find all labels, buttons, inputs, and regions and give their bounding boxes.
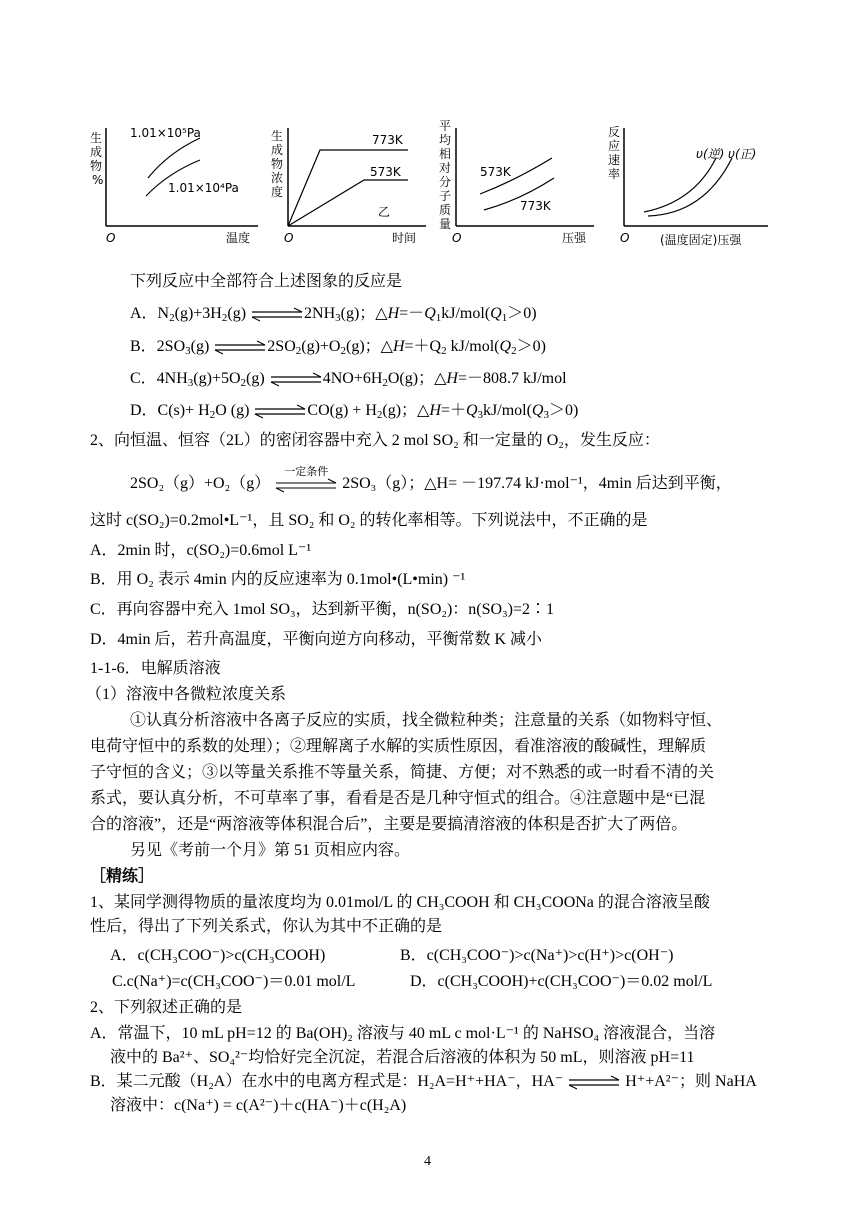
svg-text:浓: 浓 — [271, 171, 284, 185]
q1-option-a: A．$N_2(g)+3H_2(g)$ $2NH_3(g)$；$\triangle H=-Q_1kJ/mol(Q_1>0)$ — [130, 305, 537, 324]
practice-q1-option-d: D．c(CH₃COOH)+c(CH₃COO⁻)＝0.02 mol/L — [410, 973, 713, 990]
svg-text:子: 子 — [439, 189, 452, 203]
q1-option-d: D．$C(s)+ H_2O$ (g) $CO(g) + H_2(g)$；$\triangle H=+Q_3kJ/mol(Q_3>0)$ — [130, 402, 579, 421]
svg-text:O: O — [106, 231, 116, 245]
svg-text:(温度固定)压强: (温度固定)压强 — [660, 233, 742, 247]
svg-text:乙: 乙 — [378, 205, 391, 219]
svg-text:应: 应 — [608, 139, 621, 153]
equilibrium-arrow-icon — [250, 306, 304, 322]
svg-text:率: 率 — [608, 167, 621, 181]
svg-text:O: O — [452, 231, 462, 245]
svg-text:物: 物 — [90, 159, 103, 173]
svg-text:573K: 573K — [480, 165, 511, 179]
q1-stem: 下列反应中全部符合上述图象的反应是 — [130, 273, 403, 290]
practice-q1-line1: 1、某同学测得物质的量浓度均为 0.01mol/L 的 CH₃COOH 和 CH₃COONa 的混合溶液呈酸 — [90, 894, 710, 911]
svg-text:温度: 温度 — [226, 231, 251, 245]
svg-text:生: 生 — [271, 129, 284, 143]
section-para-line6: 另见《考前一个月》第 51 页相应内容。 — [130, 842, 411, 859]
equilibrium-arrow-icon — [567, 1074, 621, 1090]
practice-q2-option-b-line1: B．某二元酸（H₂A）在水中的电离方程式是：H₂A=H⁺+HA⁻，HA⁻ H⁺+A²⁻；则 NaHA — [90, 1073, 757, 1090]
practice-q2-option-b-line2: 溶液中：c(Na⁺) = c(A²⁻)＋c(HA⁻)＋c(H₂A) — [110, 1097, 407, 1114]
q2-option-d: D．4min 后，若升高温度，平衡向逆方向移动，平衡常数 K 减小 — [90, 631, 543, 648]
q2-equation: 2SO₂（g）+O₂（g） 一定条件 2SO₃（g）；△H= －197.74 kJ·mol⁻¹，4min 后达到平衡， — [130, 474, 732, 494]
graph-2 — [268, 118, 438, 248]
q1-option-c: C．$4NH_3(g)+5O_2(g)$ $4NO+6H_2O(g)$；△H=－808.7 kJ/mol — [130, 370, 567, 389]
equilibrium-arrow-icon — [274, 478, 338, 494]
page-number: 4 — [424, 1154, 431, 1169]
svg-text:度: 度 — [271, 185, 284, 199]
section-para-line1: ①认真分析溶液中各离子反应的实质，找全微粒种类；注意量的关系（如物料守恒、 — [130, 712, 723, 729]
svg-text:均: 均 — [439, 133, 452, 147]
section-para-line5: 合的溶液”，还是“两溶液等体积混合后”，主要是要搞清溶液的体积是否扩大了两倍。 — [90, 816, 688, 833]
svg-text:分: 分 — [439, 175, 452, 189]
svg-text:υ(正): υ(正) — [728, 147, 757, 161]
q2-option-c: C．再向容器中充入 1mol SO₃，达到新平衡，n(SO₂)：n(SO₃)=2∶1 — [90, 601, 554, 618]
practice-q2-option-a-line2: 液中的 Ba²⁺、SO₄²⁻均恰好完全沉淀，若混合后溶液的体积为 50 mL，则溶液 pH=11 — [110, 1049, 695, 1066]
svg-text:反: 反 — [608, 125, 621, 139]
q1-option-b: B．$2SO_3(g)$ $2SO_2(g)+O_2(g)$；$\triangle H=+Q_2$ $kJ/mol(Q_2>0)$ — [130, 338, 546, 357]
graph-3 — [436, 118, 606, 248]
practice-q1-option-b: B．c(CH₃COO⁻)>c(Na⁺)>c(H⁺)>c(OH⁻) — [400, 947, 674, 964]
equilibrium-arrow-icon — [253, 403, 307, 419]
g1-y1: 生 — [90, 131, 103, 145]
graph-1 — [88, 118, 268, 248]
graph-4 — [604, 118, 774, 248]
svg-text:质: 质 — [439, 203, 452, 217]
condition-label: 一定条件 — [284, 466, 329, 479]
svg-text:573K: 573K — [370, 165, 401, 179]
svg-text:773K: 773K — [520, 199, 551, 213]
practice-title: ［精练］ — [90, 868, 155, 885]
svg-text:相: 相 — [439, 147, 452, 161]
equilibrium-arrow-icon — [213, 339, 267, 355]
svg-text:成: 成 — [271, 143, 284, 157]
svg-text:1.01×10⁴Pa: 1.01×10⁴Pa — [168, 181, 239, 195]
svg-text:压强: 压强 — [562, 231, 587, 245]
q2-option-b: B．用 O₂ 表示 4min 内的反应速率为 0.1mol•(L•min) ⁻¹ — [90, 571, 466, 588]
svg-text:时间: 时间 — [392, 231, 417, 245]
q2-option-a: A．2min 时，c(SO₂)=0.6mol L⁻¹ — [90, 542, 312, 559]
practice-q1-option-c: C.c(Na⁺)=c(CH₃COO⁻)＝0.01 mol/L — [112, 973, 356, 990]
svg-text:1.01×10⁵Pa: 1.01×10⁵Pa — [130, 126, 201, 140]
svg-text:O: O — [284, 231, 294, 245]
practice-q1-option-a: A．c(CH₃COO⁻)>c(CH₃COOH) — [110, 947, 326, 964]
section-heading: 1-1-6．电解质溶液 — [90, 660, 221, 677]
svg-text:成: 成 — [90, 145, 103, 159]
svg-text:对: 对 — [439, 161, 452, 175]
section-subheading: （1）溶液中各微粒浓度关系 — [86, 686, 287, 703]
q2-line2: 这时 c(SO₂)=0.2mol•L⁻¹，且 SO₂ 和 O₂ 的转化率相等。下列说法中，不正确的是 — [90, 512, 648, 529]
svg-text:O: O — [620, 231, 630, 245]
svg-text:υ(逆): υ(逆) — [696, 147, 725, 161]
section-para-line3: 子守恒的含义；③以等量关系推不等量关系，简捷、方便；对不熟悉的或一时看不清的关 — [90, 764, 715, 781]
svg-text:量: 量 — [439, 217, 452, 231]
equilibrium-arrow-icon — [269, 371, 323, 387]
q2-stem: 2、向恒温、恒容（2L）的密闭容器中充入 2 mol SO₂ 和一定量的 O₂，发生反应： — [90, 432, 660, 449]
practice-q2-stem: 2、下列叙述正确的是 — [90, 999, 243, 1016]
section-para-line4: 系式，要认真分析，不可草率了事，看看是否是几种守恒式的组合。④注意题中是“已混 — [90, 790, 706, 807]
practice-q1-line2: 性后，得出了下列关系式，你认为其中不正确的是 — [90, 918, 443, 935]
svg-text:平: 平 — [439, 119, 452, 133]
svg-text:%: % — [92, 173, 104, 187]
section-para-line2: 电荷守恒中的系数的处理）；②理解离子水解的实质性原因，看准溶液的酸碱性，理解质 — [90, 738, 707, 755]
svg-text:速: 速 — [608, 153, 621, 167]
svg-text:773K: 773K — [372, 133, 403, 147]
svg-text:物: 物 — [271, 157, 284, 171]
practice-q2-option-a-line1: A．常温下，10 mL pH=12 的 Ba(OH)₂ 溶液与 40 mL c mol·L⁻¹ 的 NaHSO₄ 溶液混合，当溶 — [90, 1025, 716, 1042]
